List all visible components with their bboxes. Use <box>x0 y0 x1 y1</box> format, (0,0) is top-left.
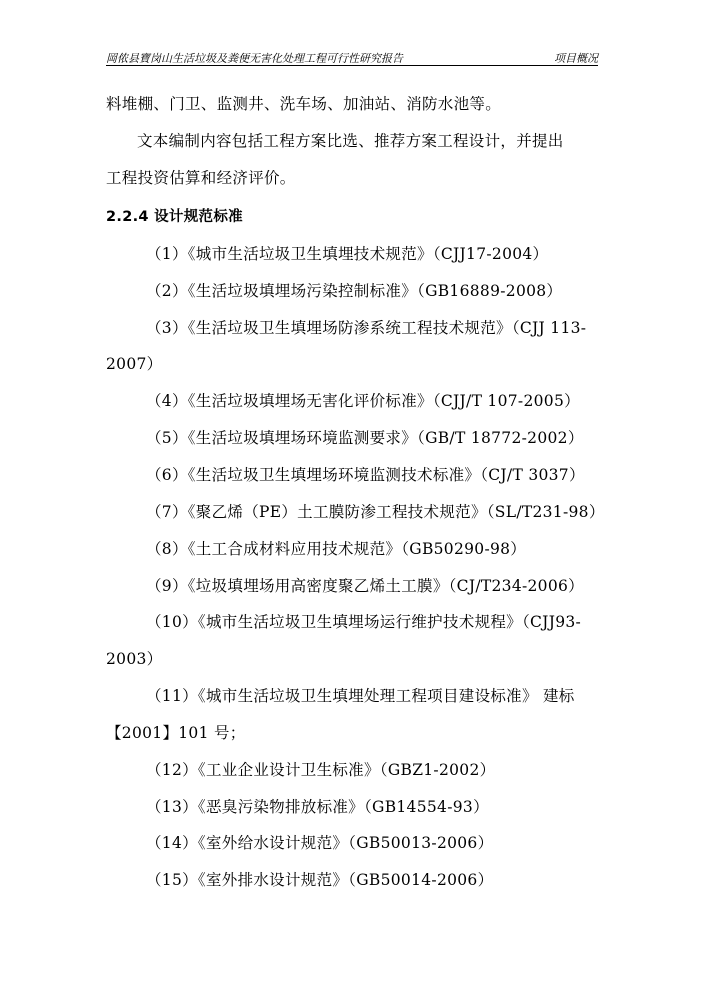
standard-item: （2）《生活垃圾填埋场污染控制标准》（GB16889-2008） <box>146 282 563 300</box>
standard-item: （14）《室外给水设计规范》（GB50013-2006） <box>146 834 494 852</box>
standard-item-continuation: 【2001】101 号； <box>106 724 246 742</box>
standard-item: （6）《生活垃圾卫生填埋场环境监测技术标准》（CJ/T 3037） <box>146 466 585 484</box>
section-heading: 2.2.4 设计规范标准 <box>106 209 243 225</box>
body-text-line: 工程投资估算和经济评价。 <box>106 169 296 187</box>
standard-item: （10）《城市生活垃圾卫生填埋场运行维护技术规程》（CJJ93- <box>146 613 582 631</box>
standard-item: （3）《生活垃圾卫生填埋场防渗系统工程技术规范》（CJJ 113- <box>146 319 587 337</box>
standard-item: （8）《土工合成材料应用技术规范》（GB50290-98） <box>146 540 527 558</box>
standard-item: （12）《工业企业设计卫生标准》（GBZ1-2002） <box>146 761 496 779</box>
body-text-line: 文本编制内容包括工程方案比选、推荐方案工程设计，并提出 <box>137 132 564 150</box>
standard-item: （13）《恶臭污染物排放标准》（GB14554-93） <box>146 798 489 816</box>
standard-item: （1）《城市生活垃圾卫生填埋技术规范》（CJJ17-2004） <box>146 245 549 263</box>
standard-item: （9）《垃圾填埋场用高密度聚乙烯土工膜》（CJ/T234-2006） <box>146 577 584 595</box>
standard-item: （4）《生活垃圾填埋场无害化评价标准》（CJJ/T 107-2005） <box>146 392 580 410</box>
standard-item: （7）《聚乙烯（PE）土工膜防渗工程技术规范》（SL/T231-98） <box>146 503 605 521</box>
body-text-line: 料堆棚、门卫、监测井、洗车场、加油站、消防水池等。 <box>106 95 502 113</box>
page-header <box>106 49 598 66</box>
header-section-name: 项目概况 <box>554 52 598 65</box>
standard-item-continuation: 2003） <box>106 650 163 668</box>
standard-item: （15）《室外排水设计规范》（GB50014-2006） <box>146 871 494 889</box>
standard-item-continuation: 2007） <box>106 355 163 373</box>
standard-item: （5）《生活垃圾填埋场环境监测要求》（GB/T 18772-2002） <box>146 429 584 447</box>
header-document-title: 岡侬县寶岗山生活垃圾及粪便无害化处理工程可行性研究报告 <box>106 52 403 65</box>
standard-item: （11）《城市生活垃圾卫生填埋处理工程项目建设标准》 建标 <box>146 687 575 705</box>
